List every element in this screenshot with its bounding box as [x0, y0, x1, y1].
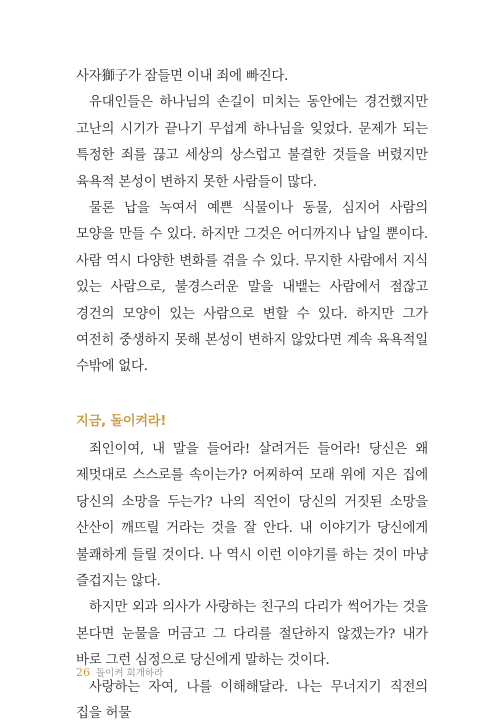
paragraph: 사자獅子가 잠들면 이내 죄에 빠진다. [76, 69, 289, 84]
paragraph: 유대인들은 하나님의 손길이 미치는 동안에는 경건했지만 고난의 시기가 끝나기 무섭게 하나님을 잊었다. 문제가 되는 특정한 죄를 끊고 세상의 상스럽고 불결한 것들을 버렸지만 육욕적 본성이 변하지 못한 사람들이 많다. [76, 95, 428, 190]
paragraph: 죄인이여, 내 말을 들어라! 살려거든 들어라! 당신은 왜 제멋대로 스스로를 속이는가? 어찌하여 모래 위에 지은 집에 당신의 소망을 두는가? 나의 직언이 당신의 거짓된 소망을 산산이 깨뜨릴 거라는 것을 잘 안다. 내 이야기가 당신에게 불쾌하게 들릴 것이다. 나 역시 이런 이야기를 하는 것이 마냥 즐겁지는 않다. [76, 441, 428, 589]
book-title: 돌이켜 회개하라 [96, 668, 164, 679]
paragraph: 물론 납을 녹여서 예쁜 식물이나 동물, 심지어 사람의 모양을 만들 수 있다. 하지만 그것은 어디까지나 납일 뿐이다. 사람 역시 다양한 변화를 겪을 수 있다. 무지한 사람에서 지식 있는 사람으로, 불경스러운 말을 내뱉는 사람에서 점잖고 경건의 모양이 있는 사람으로 변할 수 있다. 하지만 그가 여전히 중생하지 못해 본성이 변하지 않았다면 계속 육욕적일 수밖에 없다. [76, 201, 428, 375]
section-heading: 지금, 돌이켜라! [76, 413, 167, 429]
page-footer [76, 665, 163, 679]
paragraph: 사랑하는 자여, 나를 이해해달라. 나는 무너지기 직전의 집을 허물 [76, 679, 428, 721]
paragraph: 하지만 외과 의사가 사랑하는 친구의 다리가 썩어가는 것을 본다면 눈물을 머금고 그 다리를 절단하지 않겠는가? 내가 바로 그런 심정으로 당신에게 말하는 것이다. [76, 600, 428, 669]
page-body [76, 64, 428, 727]
page-number: 26 [76, 666, 90, 679]
